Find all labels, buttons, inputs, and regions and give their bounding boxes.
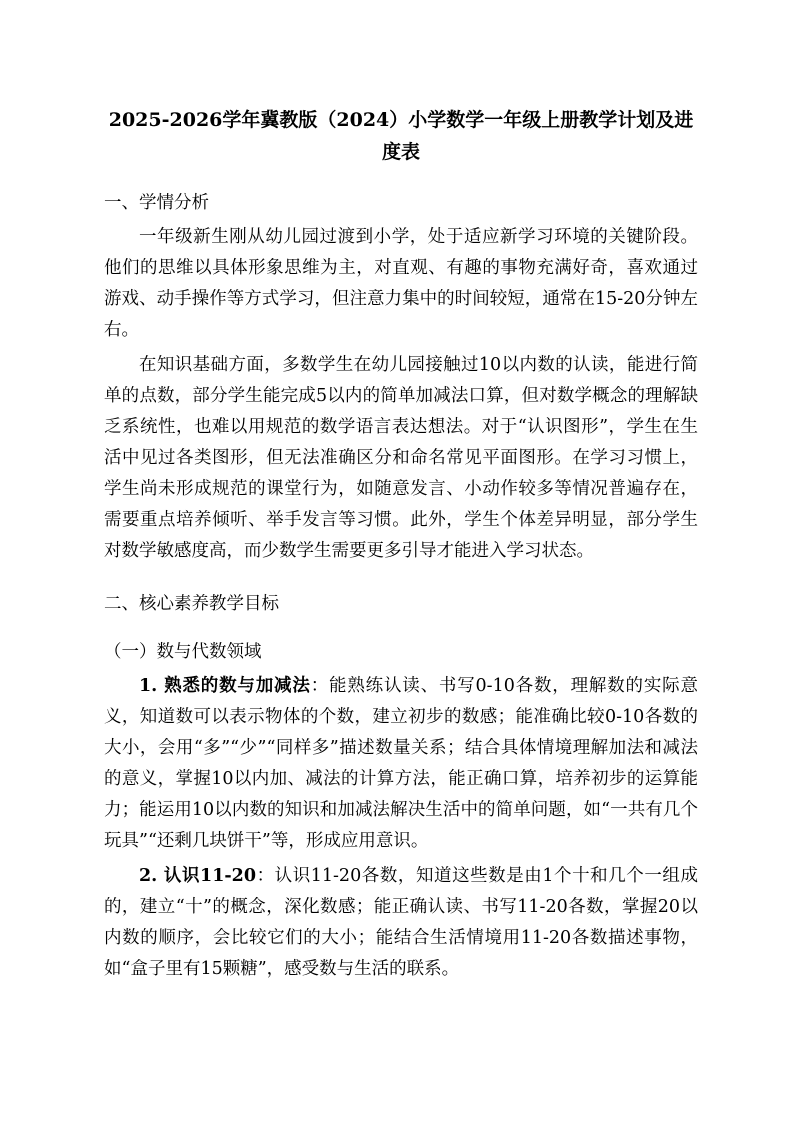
goal-item-lead: 2. 认识11-20 (139, 866, 257, 886)
goal-item-text: ：认识11-20各数，知道这些数是由1个十和几个一组成的，建立“十”的概念，深化数感；能正确认读、书写11-20各数，掌握20以内数的顺序，会比较它们的大小；能结合生活情境用11-20各数描述事物，如“盒子里有15颗糖”，感受数与生活的联系。 (104, 866, 698, 979)
section-heading-goals: 二、核心素养教学目标 (104, 594, 279, 614)
spacer (104, 567, 698, 589)
document-title: 2025-2026学年冀教版（2024）小学数学一年级上册教学计划及进度表 (108, 109, 694, 163)
goal-item-1 (104, 671, 698, 857)
spacer (104, 619, 698, 637)
paragraph-analysis-1: 一年级新生刚从幼儿园过渡到小学，处于适应新学习环境的关键阶段。他们的思维以具体形象思维为主，对直观、有趣的事物充满好奇，喜欢通过游戏、动手操作等方式学习，但注意力集中的时间较短，通常在15-20分钟左右。 (104, 227, 698, 340)
goal-item-text: ：能熟练认读、书写0-10各数，理解数的实际意义，知道数可以表示物体的个数，建立初步的数感；能准确比较0-10各数的大小，会用“多”“少”“同样多”描述数量关系；结合具体情境理解加法和减法的意义，掌握10以内加、减法的计算方法，能正确口算，培养初步的运算能力；能运用10以内数的知识和加减法解决生活中的简单问题，如“一共有几个玩具”“还剩几块饼干”等，形成应用意识。 (104, 676, 698, 851)
document-body (104, 104, 698, 985)
paragraph-analysis-2: 在知识基础方面，多数学生在幼儿园接触过10以内数的认读，能进行简单的点数，部分学生能完成5以内的简单加减法口算，但对数学概念的理解缺乏系统性，也难以用规范的数学语言表达想法。对于“认识图形”，学生在生活中见过各类图形，但无法准确区分和命名常见平面图形。在学习习惯上，学生尚未形成规范的课堂行为，如随意发言、小动作较多等情况普遍存在，需要重点培养倾听、举手发言等习惯。此外，学生个体差异明显，部分学生对数学敏感度高，而少数学生需要更多引导才能进入学习状态。 (104, 355, 698, 561)
subsection-heading-number-algebra: （一）数与代数领域 (104, 642, 262, 662)
goal-item-2 (104, 861, 698, 985)
goal-item-lead: 1. 熟悉的数与加减法 (139, 676, 311, 696)
section-heading-analysis: 一、学情分析 (104, 193, 209, 213)
spacer (104, 168, 698, 188)
